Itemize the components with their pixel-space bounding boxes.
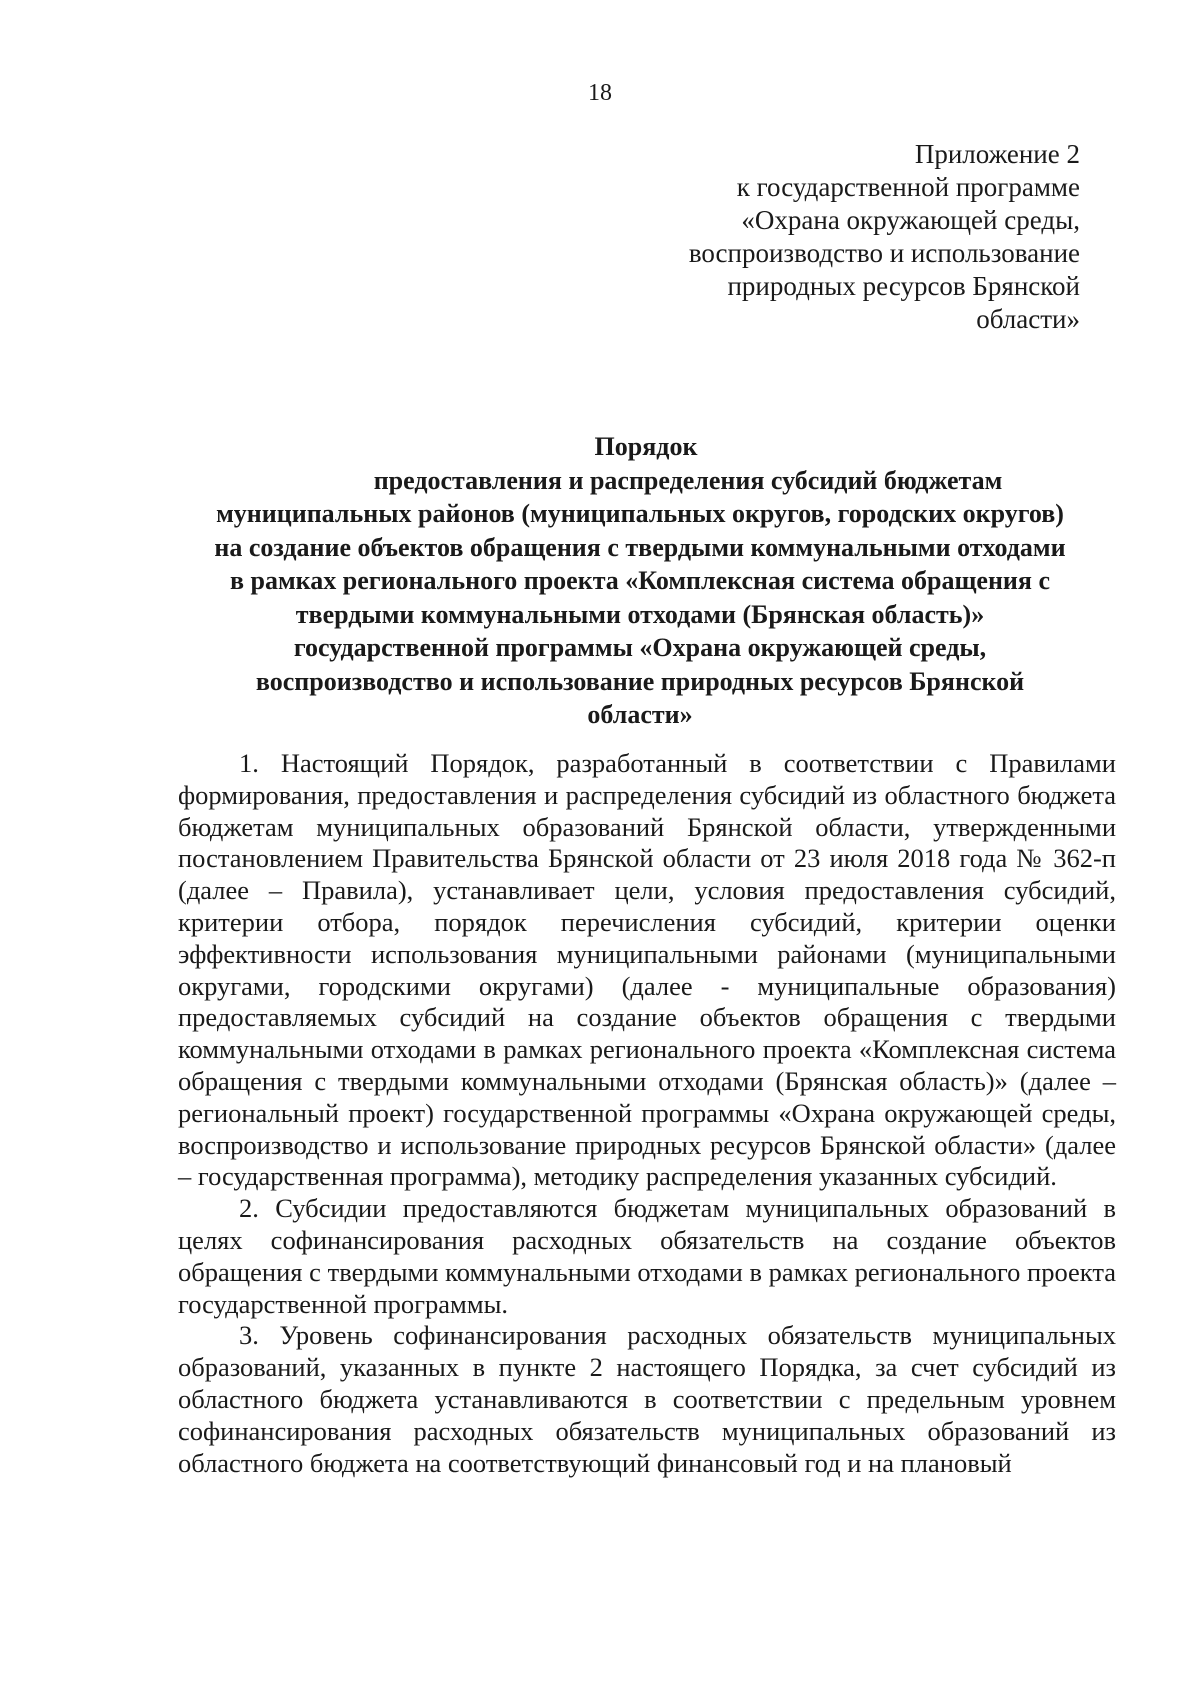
title-line: в рамках регионального проекта «Комплексная система обращения с: [229, 566, 1051, 595]
appendix-reference: [560, 138, 1080, 336]
appendix-line: Приложение 2: [914, 139, 1080, 169]
title-line: предоставления и распределения субсидий бюджетам: [373, 465, 1003, 495]
appendix-line: области»: [976, 304, 1080, 334]
appendix-line: природных ресурсов Брянской: [727, 271, 1080, 301]
page-number: 18: [588, 80, 612, 106]
title-line: государственной программы «Охрана окружающей среды,: [293, 633, 987, 662]
paragraph-3: 3. Уровень софинансирования расходных обязательств муниципальных образований, указанных в пункте 2 настоящего Порядка, за счет субсидий из областного бюджета устанавливаются в соответствии с предельным уровнем софинансирования расходных обязательств муниципальных образований из областного бюджета на соответствующий финансовый год и на плановый: [178, 1320, 1116, 1478]
title-heading: Порядок: [594, 432, 698, 461]
body-text: [178, 748, 1116, 1479]
paragraph-2: 2. Субсидии предоставляются бюджетам муниципальных образований в целях софинансирования расходных обязательств на создание объектов обращения с твердыми коммунальными отходами в рамках регионального проекта государственной программы.: [178, 1193, 1116, 1319]
appendix-line: «Охрана окружающей среды,: [741, 205, 1080, 235]
title-line: области»: [587, 700, 693, 729]
appendix-line: к государственной программе: [736, 172, 1080, 202]
title-line: воспроизводство и использование природных ресурсов Брянской: [255, 666, 1025, 696]
title-line: муниципальных районов (муниципальных округов, городских округов): [216, 499, 1064, 528]
paragraph-1: 1. Настоящий Порядок, разработанный в соответствии с Правилами формирования, предоставления и распределения субсидий из областного бюджета бюджетам муниципальных образований Брянской области, утвержденными постановлением Правительства Брянской области от 23 июля 2018 года № 362-п (далее – Правила), устанавливает цели, условия предоставления субсидий, критерии отбора, порядок перечисления субсидий, критерии оценки эффективности использования муниципальными районами (муниципальными округами, городскими округами) (далее - муниципальные образования) предоставляемых субсидий на создание объектов обращения с твердыми коммунальными отходами в рамках регионального проекта «Комплексная система обращения с твердыми коммунальными отходами (Брянская область)» (далее – региональный проект) государственной программы «Охрана окружающей среды, воспроизводство и использование природных ресурсов Брянской области» (далее – государственная программа), методику распределения указанных субсидий.: [178, 748, 1116, 1192]
title-line: на создание объектов обращения с твердыми коммунальными отходами: [214, 532, 1066, 562]
document-title: [170, 430, 1110, 732]
appendix-line: воспроизводство и использование: [688, 238, 1080, 268]
title-line: твердыми коммунальными отходами (Брянская область)»: [295, 599, 985, 629]
